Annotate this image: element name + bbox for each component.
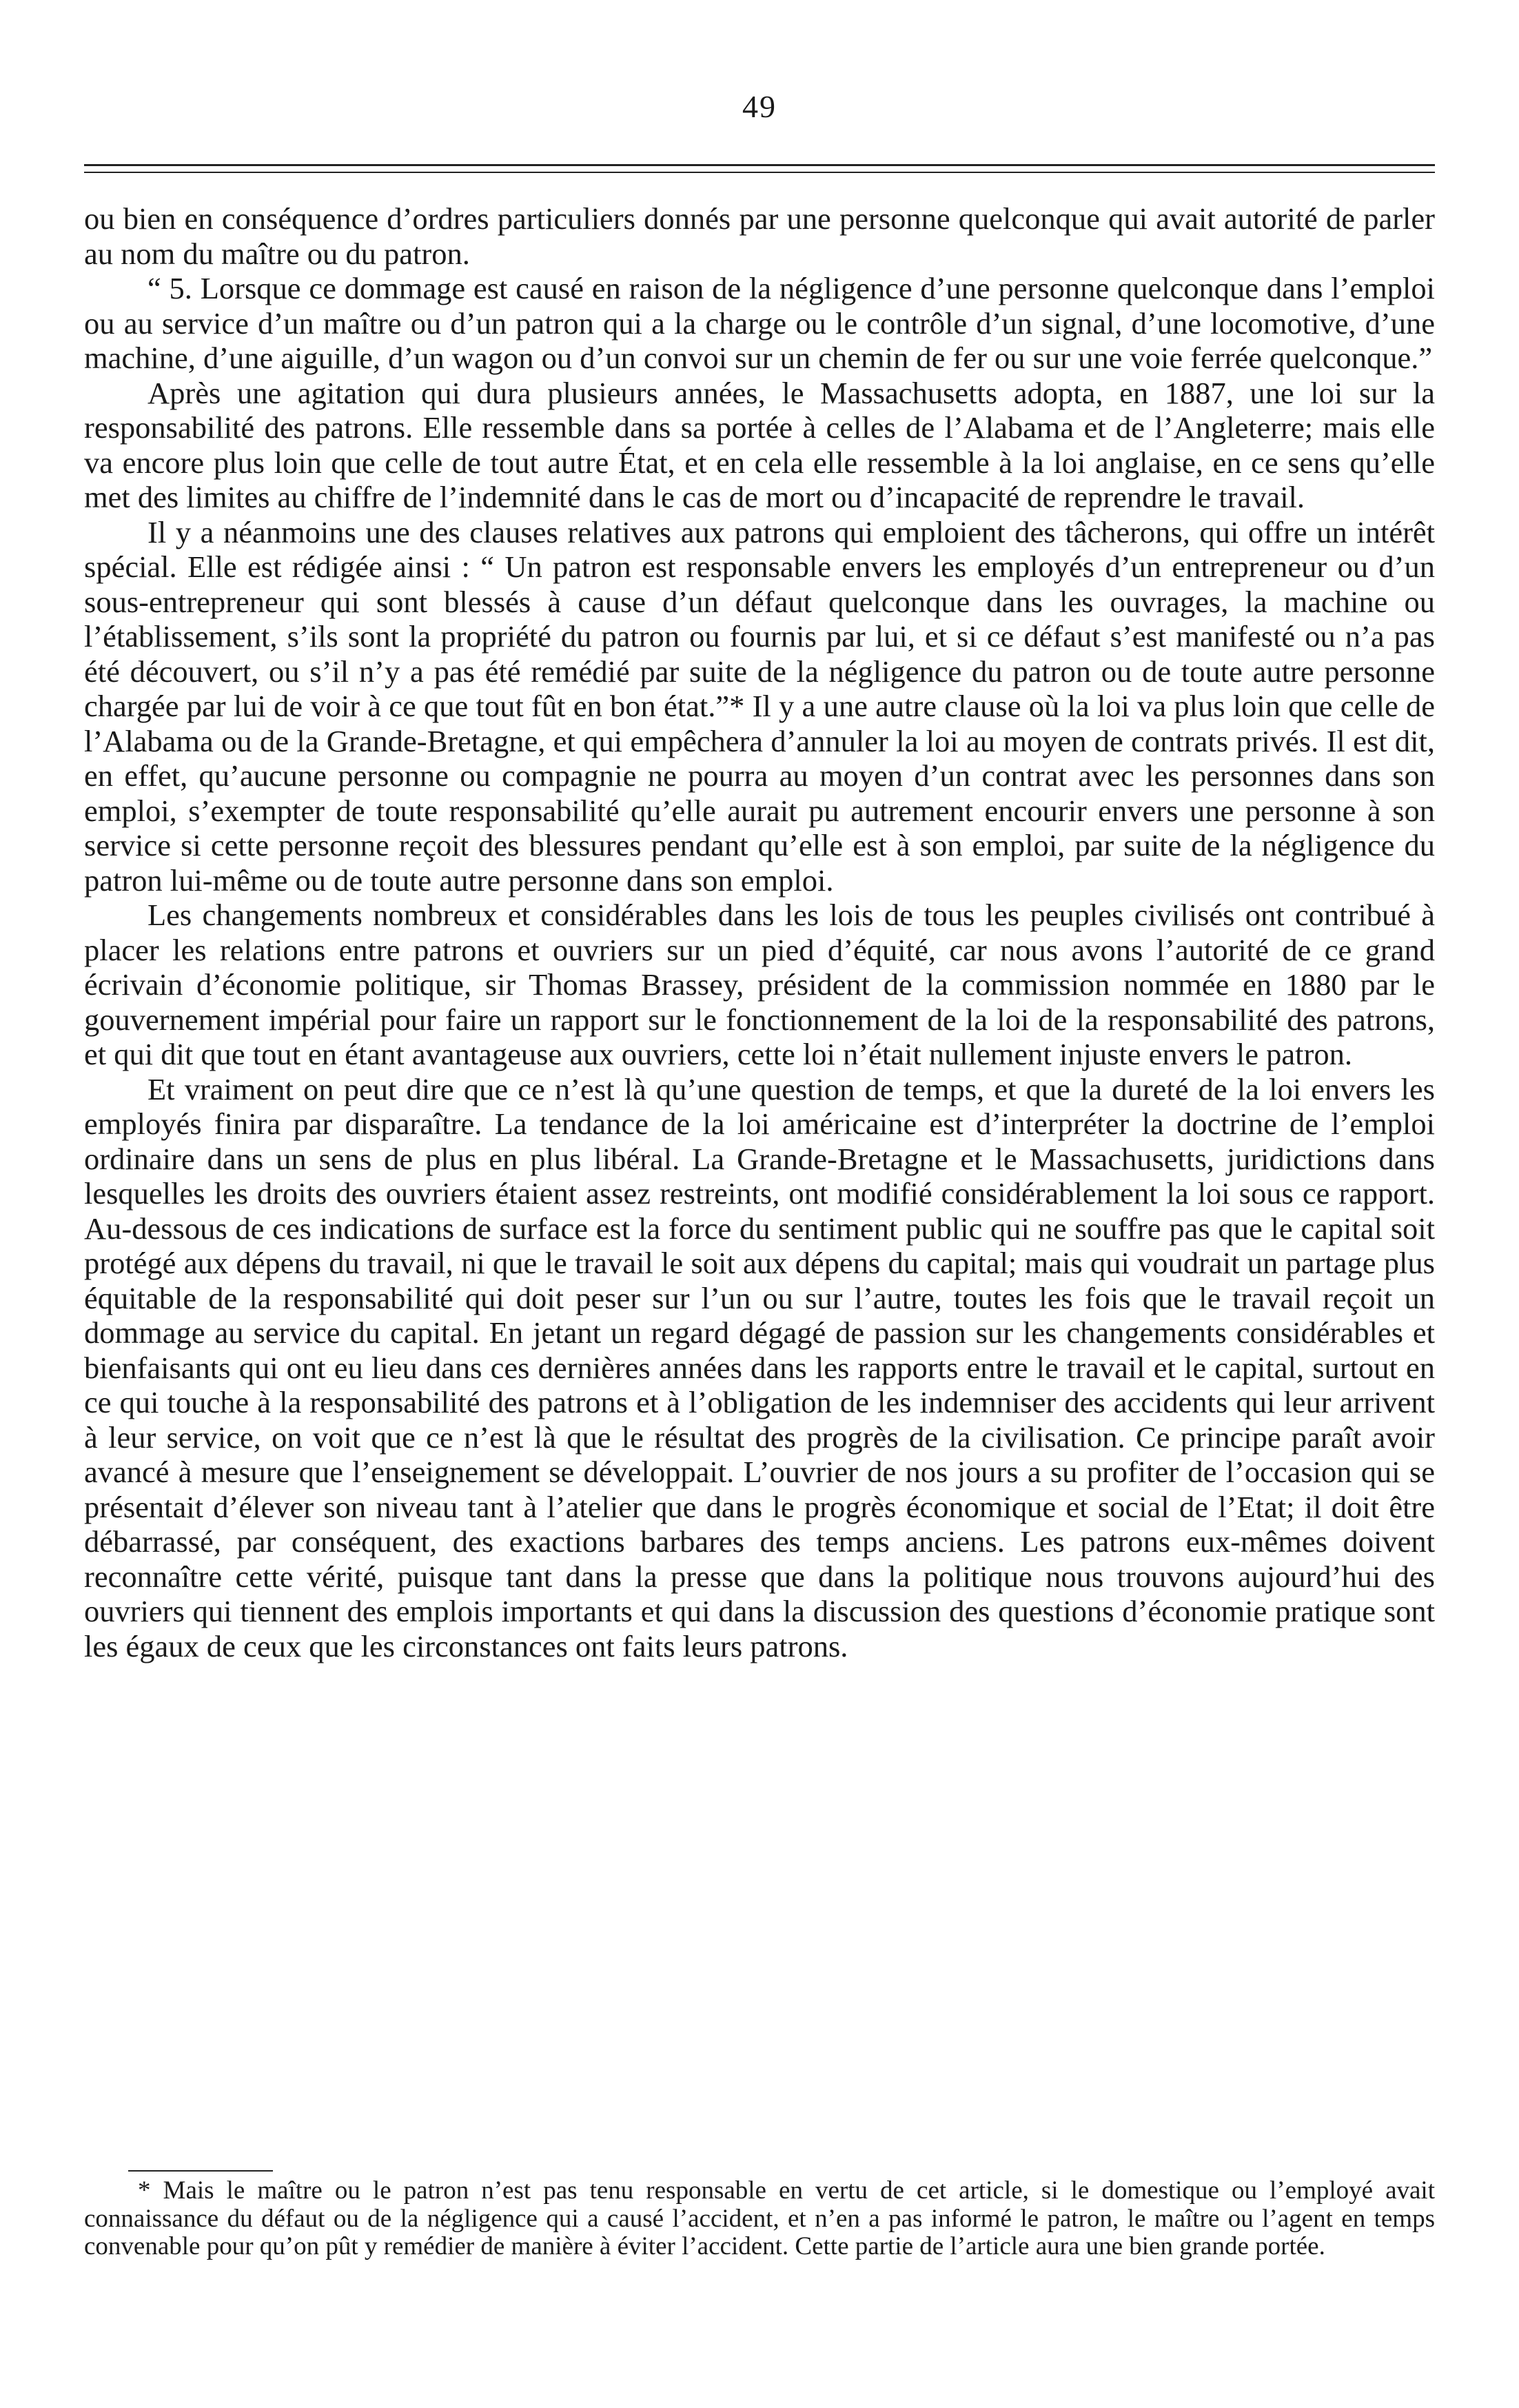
paragraph: “ 5. Lorsque ce dommage est causé en raison de la négligence d’une personne quelconque dans l’emploi ou au service d’un maître ou d’un patron qui a la charge ou le contrôle d’un signal, d’une locomotive, d’une machine, d’une aiguille, d’un wagon ou d’un convoi sur un chemin de fer ou sur une voie ferrée quelconque.” xyxy=(84,271,1435,375)
paragraph: Et vraiment on peut dire que ce n’est là qu’une question de temps, et que la dureté de la loi envers les employés finira par disparaître. La tendance de la loi américaine est d’interpréter la doctrine de l’emploi ordinaire dans un sens de plus en plus libéral. La Grande-Bretagne et le Massachusetts, juridictions dans lesquelles les droits des ouvriers étaient assez restreints, ont modifié considérablement la loi sous ce rapport. Au-dessous de ces indications de surface est la force du sentiment public qui ne souffre pas que le capital soit protégé aux dépens du travail, ni que le travail le soit aux dépens du capital; mais qui voudrait un partage plus équitable de la responsabilité qui doit peser sur l’un ou sur l’autre, toutes les fois que le travail reçoit un dommage au service du capital. En jetant un regard dégagé de passion sur les changements considérables et bienfaisants qui ont eu lieu dans ces dernières années dans les rapports entre le travail et le capital, surtout en ce qui touche à la responsabilité des patrons et à l’obligation de les indemniser des accidents qui leur arrivent à leur service, on voit que ce n’est là que le résultat des progrès de la civilisation. Ce principe paraît avoir avancé à mesure que l’enseignement se développait. L’ouvrier de nos jours a su profiter de l’occasion qui se présentait d’élever son niveau tant à l’atelier que dans le progrès économique et social de l’Etat; il doit être débarrassé, par conséquent, des exactions barbares des temps anciens. Les patrons eux-mêmes doivent reconnaître cette vérité, puisque tant dans la presse que dans la politique nous trouvons aujourd’hui des ouvriers qui tiennent des emplois importants et qui dans la discussion des questions d’économie pratique sont les égaux de ceux que les circonstances ont faits leurs patrons. xyxy=(84,1071,1435,1663)
header-rule-thin xyxy=(84,172,1435,173)
footnote: * Mais le maître ou le patron n’est pas tenu responsable en vertu de cet article, si le domestique ou l’employé avait connaissance du défaut ou de la négligence qui a causé l’accident, et n’en a pas informé le patron, le maître ou l’agent en temps convenable pour qu’on pût y remédier de manière à éviter l’accident. Cette partie de l’article aura une bien grande portée. xyxy=(84,2176,1435,2260)
paragraph: ou bien en conséquence d’ordres particuliers donnés par une personne quelconque qui avait autorité de parler au nom du maître ou du patron. xyxy=(84,201,1435,271)
footnote-rule xyxy=(128,2170,273,2172)
page-number: 49 xyxy=(742,89,777,124)
paragraph: Après une agitation qui dura plusieurs années, le Massachusetts adopta, en 1887, une loi sur la responsabilité des patrons. Elle ressemble dans sa portée à celles de l’Alabama et de l’Angleterre; mais elle va encore plus loin que celle de tout autre État, et en cela elle ressemble à la loi anglaise, en ce sens qu’elle met des limites au chiffre de l’indemnité dans le cas de mort ou d’incapacité de reprendre le travail. xyxy=(84,375,1435,514)
paragraph: Il y a néanmoins une des clauses relatives aux patrons qui emploient des tâcherons, qui offre un intérêt spécial. Elle est rédigée ainsi : “ Un patron est responsable envers les employés d’un entrepreneur ou d’un sous-entrepreneur qui sont blessés à cause d’un défaut quelconque dans les ouvrages, la machine ou l’établissement, s’ils sont la propriété du patron ou fournis par lui, et si ce défaut s’est manifesté ou n’a pas été découvert, ou s’il n’y a pas été remédié par suite de la négligence du patron ou de toute autre personne chargée par lui de voir à ce que tout fût en bon état.”* Il y a une autre clause où la loi va plus loin que celle de l’Alabama ou de la Grande-Bretagne, et qui empêchera d’annuler la loi au moyen de contrats privés. Il est dit, en effet, qu’aucune personne ou compagnie ne pourra au moyen d’un contrat avec les personnes dans son emploi, s’exempter de toute responsabilité qu’elle aurait pu autrement encourir envers une personne à son service si cette personne reçoit des blessures pendant qu’elle est à son emploi, par suite de la négligence du patron lui-même ou de toute autre personne dans son emploi. xyxy=(84,514,1435,898)
paragraph: Les changements nombreux et considérables dans les lois de tous les peuples civilisés ont contribué à placer les relations entre patrons et ouvriers sur un pied d’équité, car nous avons l’autorité de ce grand écrivain d’économie politique, sir Thomas Brassey, président de la commission nommée en 1880 par le gouvernement impérial pour faire un rapport sur le fonctionnement de la loi de la responsabilité des patrons, et qui dit que tout en étant avantageuse aux ouvriers, cette loi n’était nullement injuste envers le patron. xyxy=(84,898,1435,1071)
header-rule xyxy=(84,164,1435,166)
body-text xyxy=(84,201,1435,1663)
